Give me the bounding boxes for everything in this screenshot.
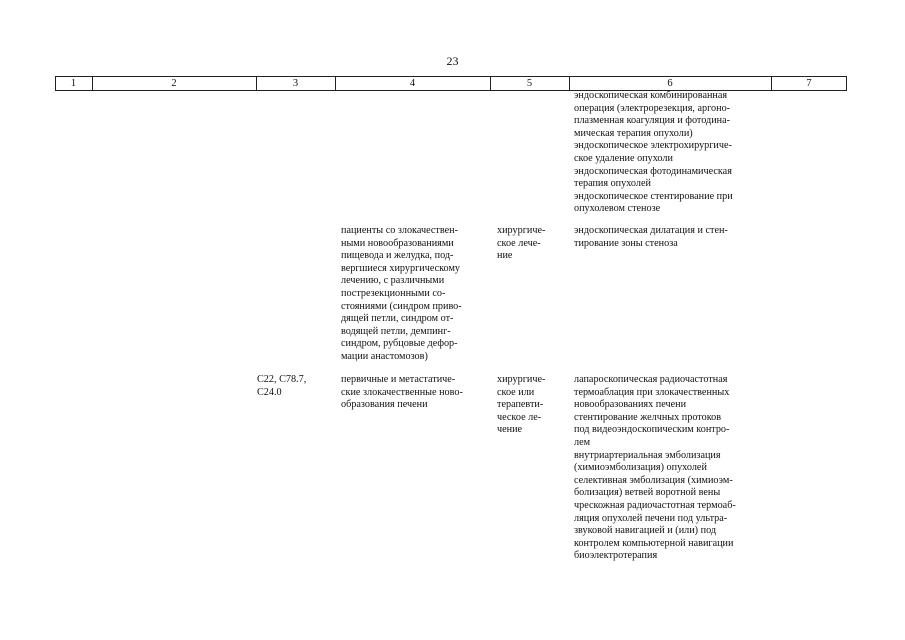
column-header-2: 2 xyxy=(171,78,177,89)
icd-codes-liver: C22, C78.7, C24.0 xyxy=(257,374,307,398)
patient-model-postresection: пациенты со злокачествен- ными новообразованиями пищевода и желудка, под- вергшиеся хирургическому лечению, с различными пострезекционными со- стояниями (синдром приво- дящей петли, синдром от- водящей петли, демпинг- синдром, рубцовые дефор- мации анастомозов) xyxy=(341,225,462,362)
column-header-6: 6 xyxy=(667,78,673,89)
patient-model-liver: первичные и метастатиче- ские злокачественные ново- образования печени xyxy=(341,374,463,411)
page-number: 23 xyxy=(446,54,459,68)
treatment-type-surgical: хирургиче- ское лече- ние xyxy=(497,225,546,262)
treatment-method-dilatation: эндоскопическая дилатация и стен- тирование зоны стеноза xyxy=(574,225,728,249)
column-header-3: 3 xyxy=(292,78,299,89)
column-header-5: 5 xyxy=(526,78,533,89)
column-header-7: 7 xyxy=(806,78,812,89)
column-header-4: 4 xyxy=(409,78,416,89)
treatment-type-surgical-or-therapeutic: хирургиче- ское или терапевти- ческое ле- чение xyxy=(497,374,546,436)
table-header-row xyxy=(55,76,847,91)
column-divider xyxy=(846,77,847,90)
treatment-methods-continued: эндоскопическая комбинированная операция (электрорезекция, аргоно- плазменная коагуляция и фотодина- мическая терапия опухоли) эндоскопическое электрохирургиче- ское удаление опухоли эндоскопическая фотодинамическая терапия опухолей эндоскопическое стентирование при опухолевом стенозе xyxy=(574,90,733,215)
treatment-methods-liver: лапароскопическая радиочастотная термоаблация при злокачественных новообразованиях печени стентирование желчных протоков под видеоэндоскопическим контро- лем внутриартериальная эмболизация (химиоэмболизация) опухолей селективная эмболизация (химиоэм- болизация) ветвей воротной вены чрескожная радиочастотная термоаб- ляция опухолей печени под ультра- звуковой навигацией и (или) под контролем компьютерной навигации биоэлектротерапия xyxy=(574,374,736,562)
column-header-1: 1 xyxy=(70,78,77,89)
